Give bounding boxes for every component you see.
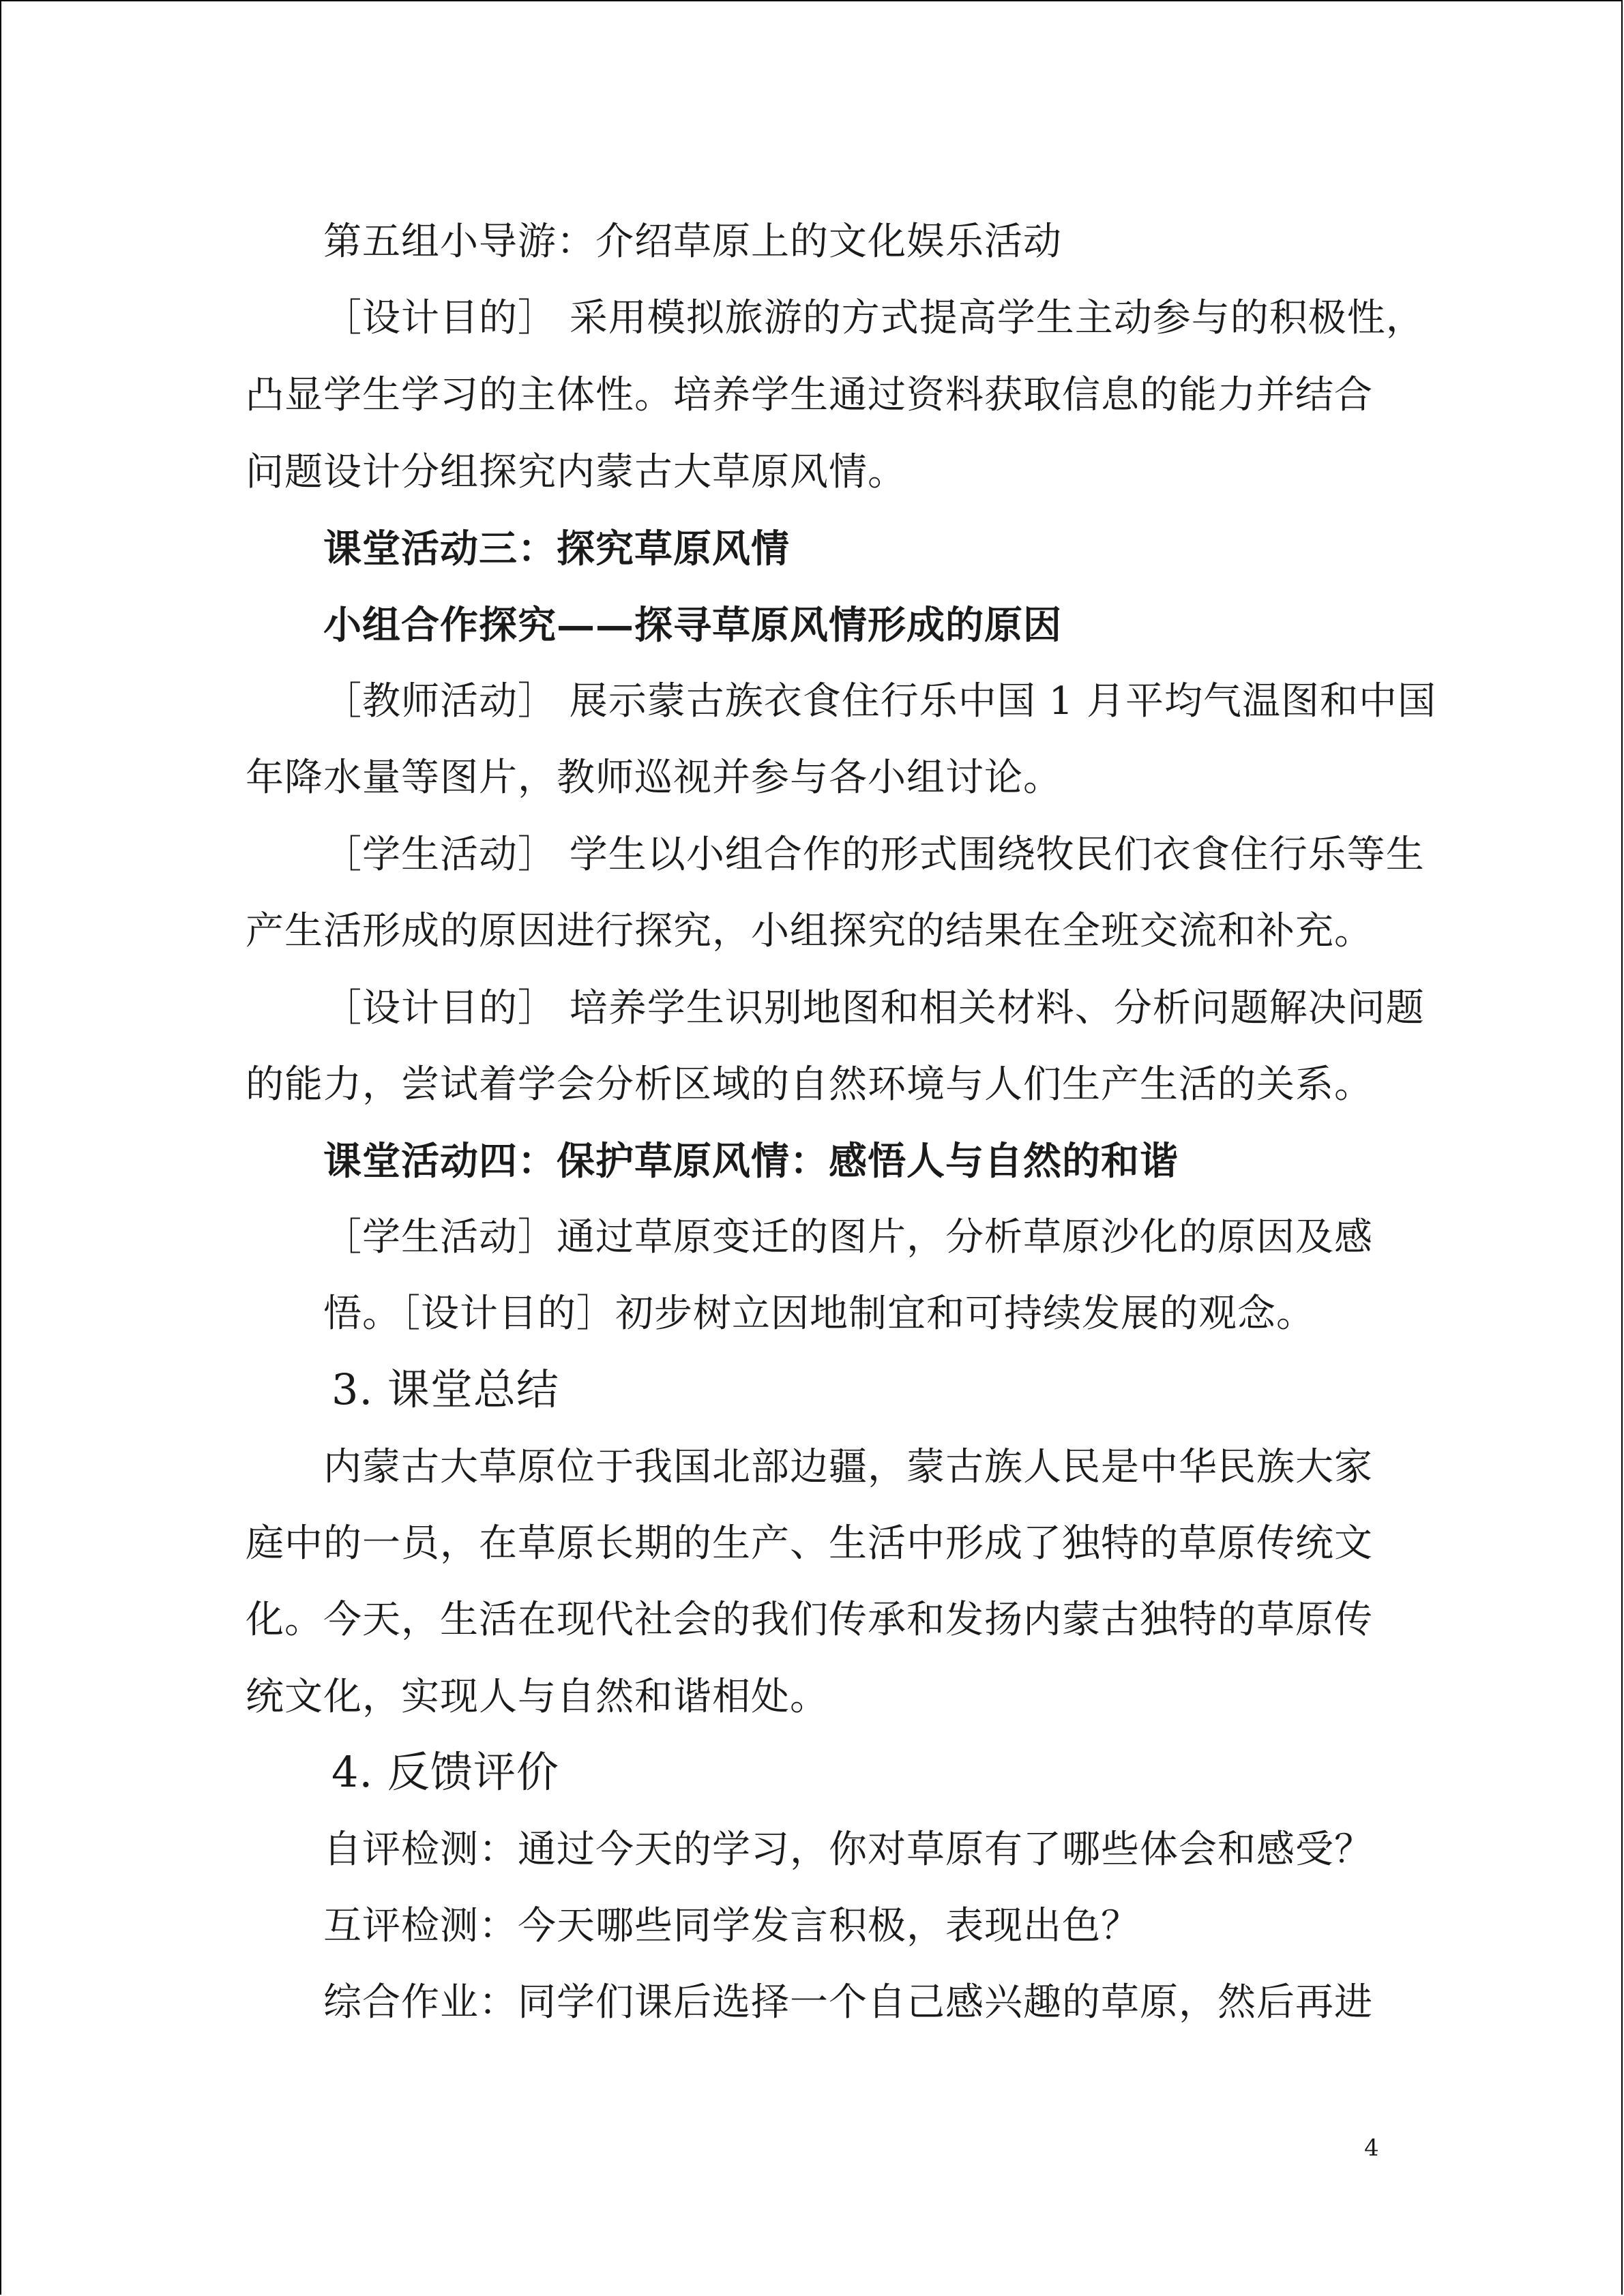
- text-line: ［设计目的］ 采用模拟旅游的方式提高学生主动参与的积极性，: [323, 296, 1425, 340]
- text-line: 互评检测：今天哪些同学发言积极，表现出色？: [323, 1904, 1140, 1948]
- text-line: 统文化，实现人与自然和谐相处。: [246, 1675, 829, 1719]
- page-number: 4: [1364, 2134, 1379, 2162]
- text-line: ［设计目的］ 培养学生识别地图和相关材料、分析问题解决问题: [323, 986, 1425, 1030]
- text-line: ［学生活动］通过草原变迁的图片，分析草原沙化的原因及感: [323, 1215, 1373, 1259]
- text-line: 的能力，尝试着学会分析区域的自然环境与人们生产生活的关系。: [246, 1062, 1373, 1107]
- text-line: 自评检测：通过今天的学习，你对草原有了哪些体会和感受？: [323, 1828, 1373, 1872]
- numbered-heading: 4. 反馈评价: [331, 1747, 559, 1797]
- section-heading: 小组合作探究——探寻草原风情形成的原因: [323, 603, 1062, 648]
- text-line: 问题设计分组探究内蒙古大草原风情。: [246, 450, 906, 494]
- text-line: 年降水量等图片，教师巡视并参与各小组讨论。: [246, 756, 1062, 800]
- text-line: ［教师活动］ 展示蒙古族衣食住行乐中国 1 月平均气温图和中国: [323, 679, 1437, 724]
- section-heading: 课堂活动三：探究草原风情: [323, 526, 790, 571]
- text-line: 第五组小导游：介绍草原上的文化娱乐活动: [323, 220, 1062, 264]
- text-line: 悟。［设计目的］初步树立因地制宜和可持续发展的观念。: [323, 1292, 1315, 1336]
- numbered-heading: 3. 课堂总结: [331, 1365, 559, 1414]
- text-line: 综合作业：同学们课后选择一个自己感兴趣的草原，然后再进: [323, 1980, 1373, 2025]
- section-heading: 课堂活动四：保护草原风情：感悟人与自然的和谐: [323, 1139, 1179, 1184]
- text-line: 内蒙古大草原位于我国北部边疆，蒙古族人民是中华民族大家: [323, 1445, 1373, 1489]
- text-line: 庭中的一员，在草原长期的生产、生活中形成了独特的草原传统文: [246, 1521, 1373, 1566]
- text-line: 化。今天，生活在现代社会的我们传承和发扬内蒙古独特的草原传: [246, 1598, 1373, 1642]
- text-line: 产生活形成的原因进行探究，小组探究的结果在全班交流和补充。: [246, 909, 1373, 953]
- text-line: ［学生活动］ 学生以小组合作的形式围绕牧民们衣食住行乐等生: [323, 833, 1425, 877]
- text-line: 凸显学生学习的主体性。培养学生通过资料获取信息的能力并结合: [246, 373, 1373, 417]
